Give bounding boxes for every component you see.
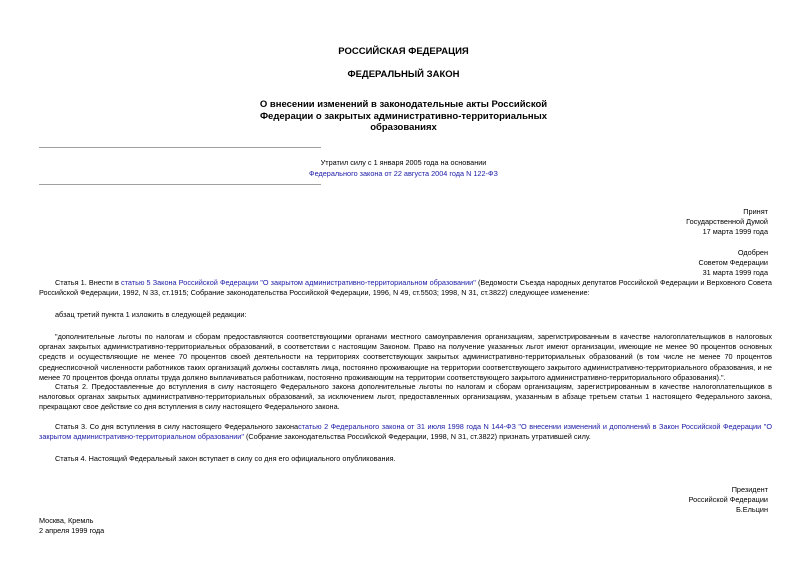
- place-block: [39, 516, 104, 536]
- article-3: [39, 422, 772, 442]
- article-2: Статья 2. Предоставленные до вступления в силу настоящего Федерального закона дополнительные льготы по налогам и сборам организациям, зарегистрированным в качестве налогоплательщиков в налоговых органах закрытых административно-территориальных образований, за исключением льгот, предоставленных организациям, указанным в абзаце третьем статьи 1 настоящего Федерального закона, прекращают свое действие со дня вступления в силу настоящего Федерального закона.: [39, 382, 772, 412]
- article-1-link[interactable]: статью 5 Закона Российской Федерации "О закрытом административно-территориальном образовании": [121, 278, 476, 287]
- approved-label: Одобрен: [737, 248, 768, 257]
- adopted-block: [686, 207, 768, 238]
- divider-bottom: [39, 184, 321, 185]
- country-heading: РОССИЙСКАЯ ФЕДЕРАЦИЯ: [338, 46, 469, 57]
- article-3-prefix: Статья 3. Со дня вступления в силу настоящего Федерального закона: [55, 422, 299, 431]
- abzac-text: абзац третий пункта 1 изложить в следующей редакции:: [55, 310, 247, 319]
- signature-org: Российской Федерации: [688, 495, 768, 505]
- approved-date: 31 марта 1999 года: [702, 268, 768, 278]
- status-link-row: [0, 169, 807, 179]
- status-text: Утратил силу с 1 января 2005 года на основании: [320, 158, 487, 167]
- law-title: [0, 99, 807, 134]
- law-title-line2: Федерации о закрытых административно-территориальных: [259, 110, 548, 122]
- article-1-prefix: Статья 1. Внести в: [55, 278, 121, 287]
- repeal-law-link[interactable]: Федерального закона от 22 августа 2004 года N 122-ФЗ: [309, 169, 498, 178]
- article-1-suffix: (Ведомости Съезда народных депутатов Российской Федерации и Верховного Совета Российской Федерации, 1992, N 33, ст.1915; Собрание законодательства Российской Федерации, 1996, N 49, ст.5503; 1998, N 31, ст.3822) следующее изменение:: [39, 278, 772, 298]
- signature-block: [689, 485, 768, 516]
- article-1: [39, 278, 772, 298]
- approved-block: [698, 248, 768, 279]
- place-city: Москва, Кремль: [39, 516, 94, 525]
- article-3-suffix: (Собрание законодательства Российской Федерации, 1998, N 31, ст.3822) признать утратившей силу.: [243, 432, 591, 442]
- adopted-date: 17 марта 1999 года: [702, 227, 768, 237]
- adopted-label: Принят: [743, 207, 768, 216]
- divider-top: [39, 147, 321, 148]
- adopted-body: Государственной Думой: [686, 217, 768, 227]
- approved-body: Советом Федерации: [698, 258, 768, 268]
- article-4: Статья 4. Настоящий Федеральный закон вступает в силу со дня его официального опубликования.: [55, 454, 396, 463]
- place-date: 2 апреля 1999 года: [39, 526, 105, 536]
- law-title-line3: образованиях: [370, 122, 437, 133]
- law-type-heading: ФЕДЕРАЛЬНЫЙ ЗАКОН: [347, 69, 460, 80]
- article-3-link[interactable]: статью 2 Федерального закона от 31 июля 1998 года N 144-ФЗ "О внесении изменений и дополнений в Закон Российской Федерации "О закрытом административно-территориальном образовании": [39, 422, 772, 442]
- quote-text: "дополнительные льготы по налогам и сборам предоставляются соответствующими органами местного самоуправления организациям, зарегистрированным в качестве налогоплательщиков в налоговых органах закрытых административно-территориальных образований, в соответствии с настоящим Законом. Право на получение указанных льгот имеют организации, имеющие не менее 90 процентов основных средств и осуществляющие не менее 70 процентов своей деятельности на территориях соответствующих закрытых административно-территориальных образований (в том числе не менее 70 процентов среднесписочной численности работников таких организаций должны составлять лица, постоянно проживающие на территории соответствующего закрытого административно-территориального образования, и не менее 70 процентов фонда оплаты труда должно выплачиваться работникам, постоянно проживающим на территории соответствующего закрытого административно-территориального образования).".: [39, 332, 772, 382]
- law-title-line1: О внесении изменений в законодательные акты Российской: [259, 99, 548, 110]
- signature-name: Б.Ельцин: [735, 505, 768, 515]
- signature-title: Президент: [731, 485, 768, 494]
